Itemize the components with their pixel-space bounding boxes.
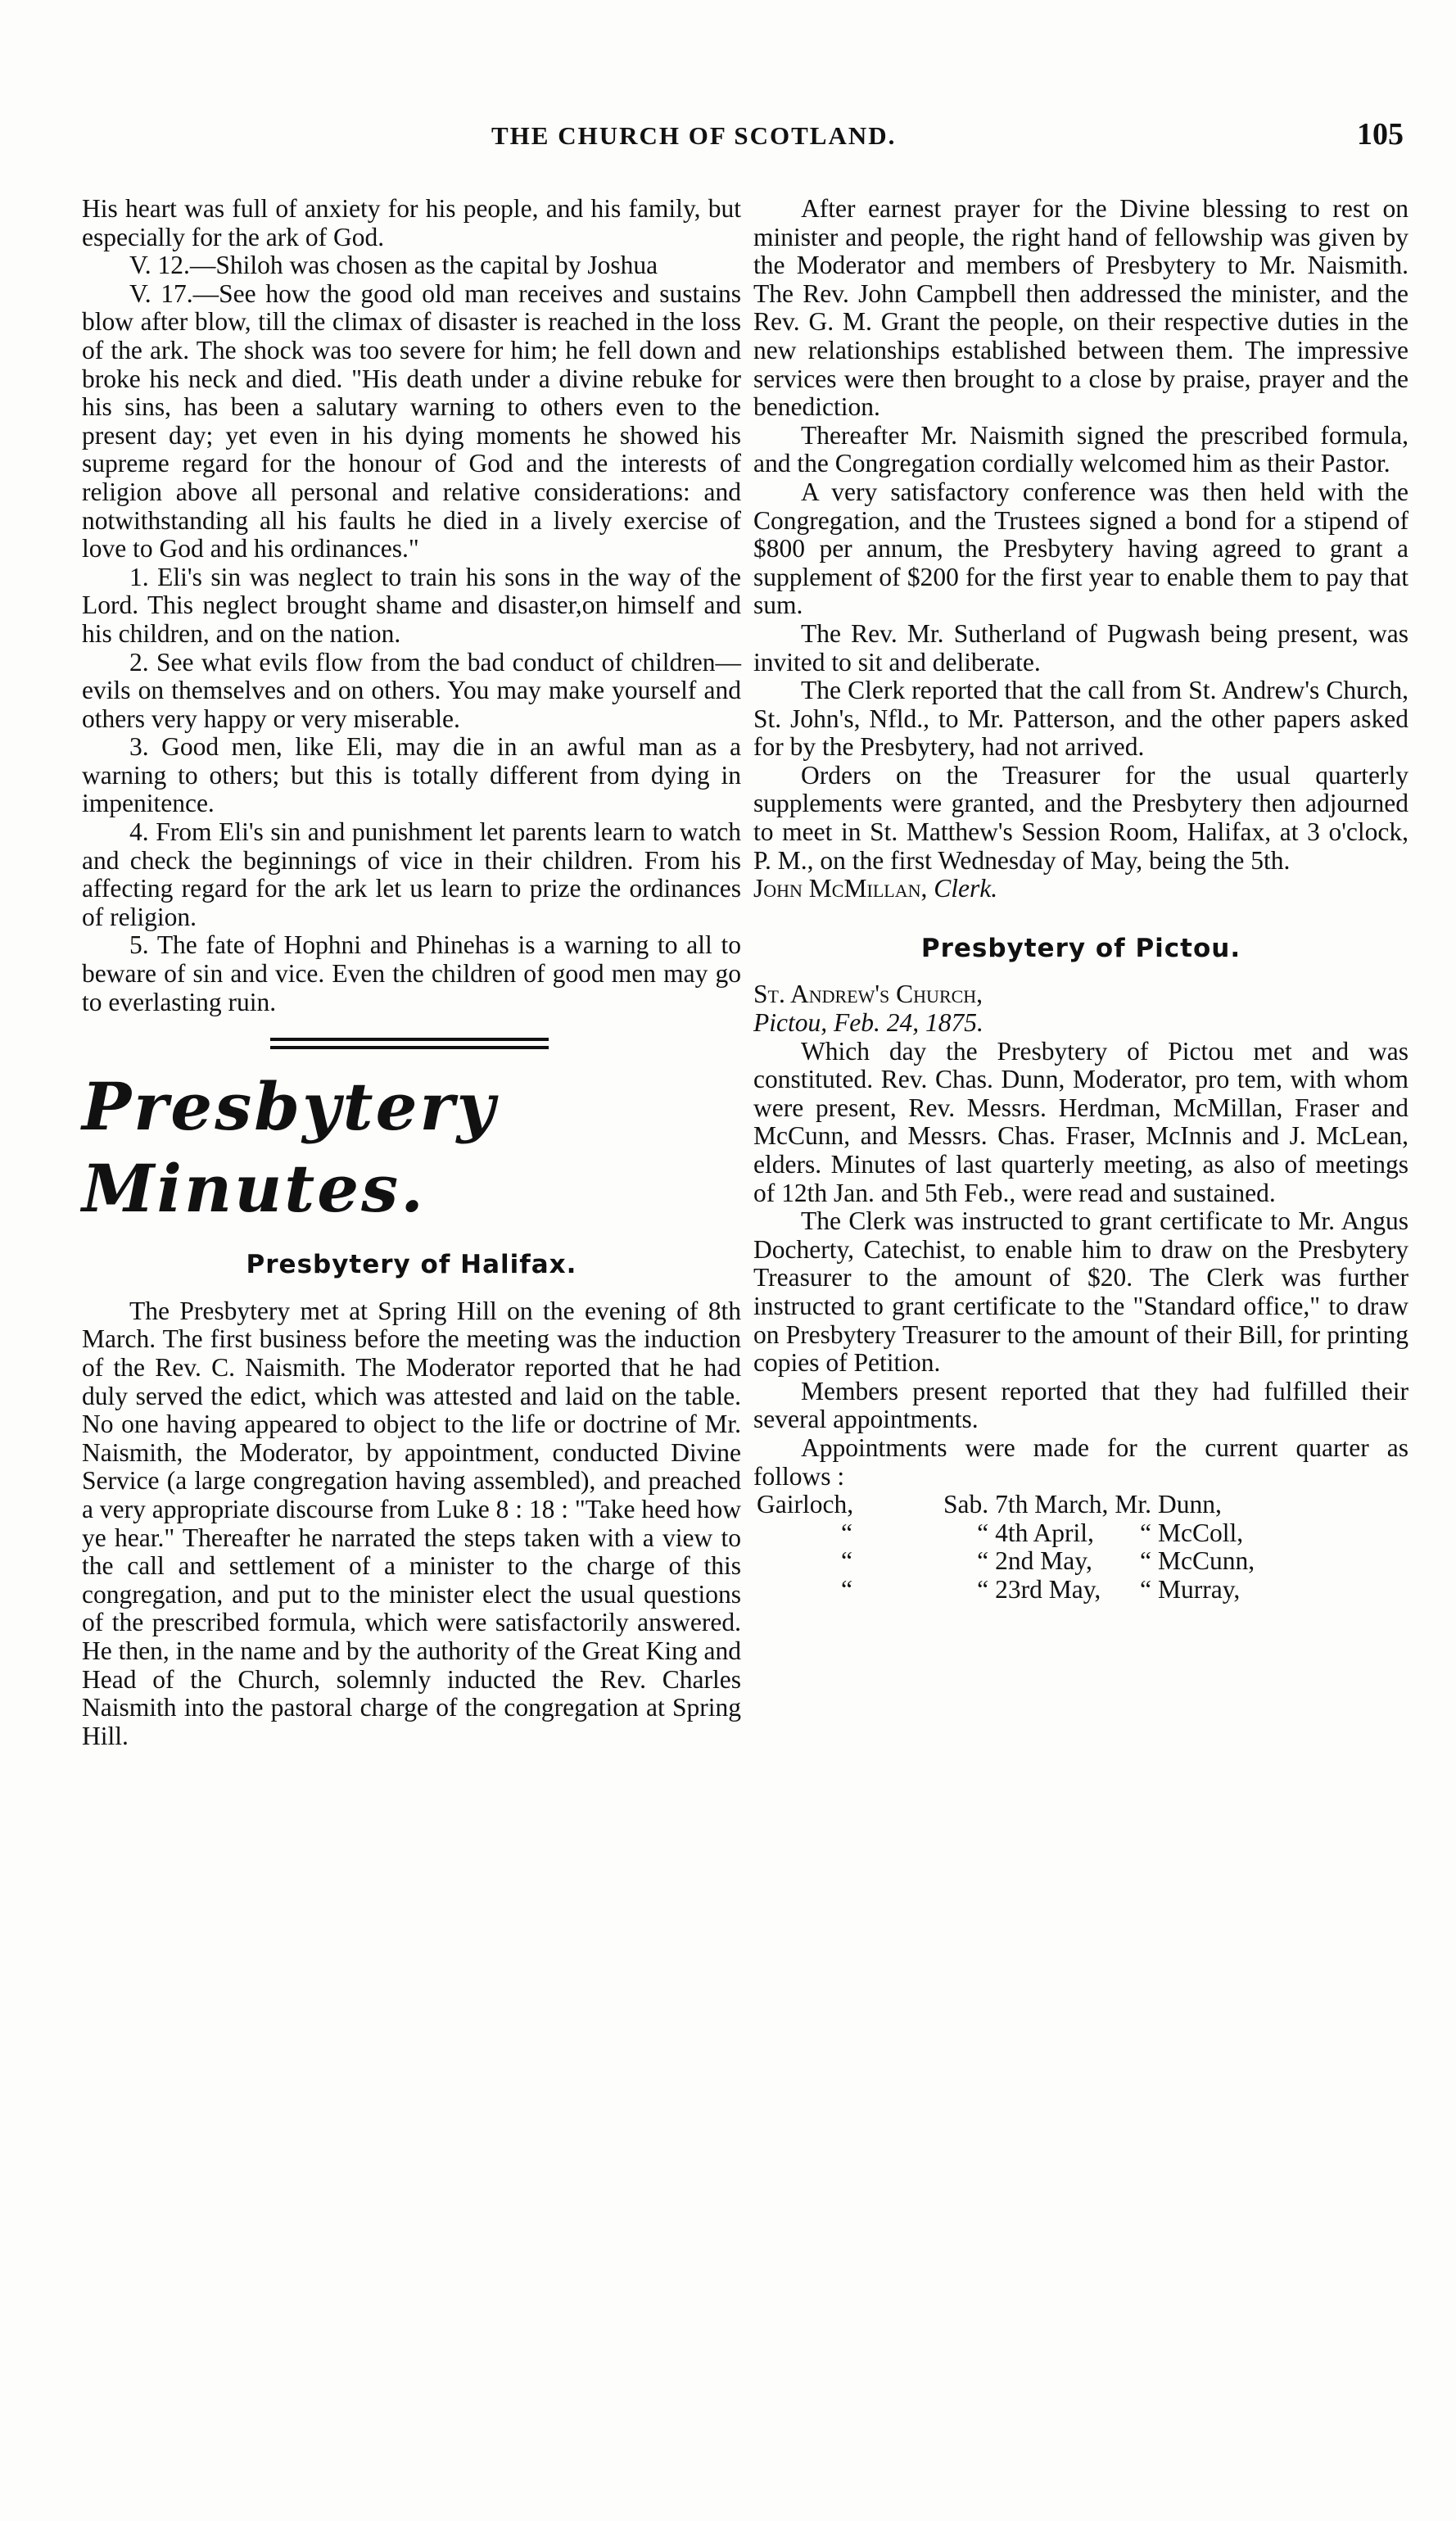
appt-place: Gairloch, xyxy=(757,1490,854,1519)
halifax-minutes-text: The Presbytery met at Spring Hill on the evening of 8th March. The first business before the meeting was the induction of the Rev. C. Naismith. The Moderator reported that he had duly served the edict, which was attested and laid on the table. No one having appeared to object to the life or doctrine of Mr. Naismith, the Moderator, by appointment, conducted Divine Service (a large congregation having assembled), and preached a very appropriate discourse from Luke 8 : 18 : "Take heed how ye hear." Thereafter he narrated the steps taken with a view to the call and settlement of a minister to the charge of this congregation, and put to the minister elect the usual questions of the prescribed formula, which were satisfactorily answered. He then, in the name and by the authority of the Great King and Head of the Church, solemnly inducted the Rev. Charles Naismith into the pastoral charge of the congregation at Spring Hill. xyxy=(82,1296,741,1750)
left-paragraph-6: 3. Good men, like Eli, may die in an awful man as a warning to others; but this is totally different from dying in impenitence. xyxy=(82,732,741,818)
table-row xyxy=(757,1491,1261,1519)
appt-mr: Mr. xyxy=(1115,1490,1151,1519)
left-column xyxy=(82,195,741,1750)
pictou-paragraph-1: Which day the Presbytery of Pictou met and was constituted. Rev. Chas. Dunn, Moderator, pro tem, with whom were present, Rev. Messrs. Herdman, McMillan, Fraser and McCunn, and Messrs. Chas. Fraser, McInnis and J. McLean, elders. Minutes of last quarterly meeting, as also of meetings of 12th Jan. and 5th Feb., were read and sustained. xyxy=(753,1036,1409,1207)
appt-name: Murray, xyxy=(1157,1574,1241,1604)
right-column xyxy=(753,195,1409,1604)
clerk-signature xyxy=(753,875,1409,903)
appt-name: Dunn, xyxy=(1157,1490,1222,1519)
dateline-place xyxy=(753,1009,1409,1038)
appt-date: 2nd May, xyxy=(995,1546,1092,1576)
dateline-church-text: St. Andrew's Church, xyxy=(753,980,983,1009)
appointments-table xyxy=(757,1491,1261,1604)
running-title: THE CHURCH OF SCOTLAND. xyxy=(491,121,897,150)
appt-place: “ xyxy=(841,1518,852,1547)
left-paragraph-8: 5. The fate of Hophni and Phinehas is a warning to all to beware of sin and vice. Even the children of good men may go to everlasting ruin. xyxy=(82,930,741,1016)
appt-sab: “ xyxy=(977,1546,989,1576)
section-title: Presbytery Minutes. xyxy=(82,1068,498,1228)
signature-role: Clerk. xyxy=(934,874,998,903)
appt-date: 23rd May, xyxy=(995,1574,1101,1604)
appt-mr: “ xyxy=(1140,1574,1151,1604)
right-paragraph-6: Orders on the Treasurer for the usual quarterly supplements were granted, and the Presbytery then adjourned to meet in St. Matthew's Session Room, Halifax, at 3 o'clock, P. M., on the first Wednesday of May, being the 5th. xyxy=(753,760,1409,875)
right-paragraph-5: The Clerk reported that the call from St. Andrew's Church, St. John's, Nfld., to Mr. Patterson, and the other papers asked for by the Presbytery, had not arrived. xyxy=(753,676,1409,762)
pictou-heading: Presbytery of Pictou. xyxy=(920,933,1241,963)
page-header xyxy=(82,113,1409,162)
table-row xyxy=(757,1576,1261,1604)
appt-mr: “ xyxy=(1140,1518,1151,1547)
left-paragraph-7: 4. From Eli's sin and punishment let parents learn to watch and check the beginnings of vice in their children. From his affecting regard for the ark let us learn to prize the ordinances of religion. xyxy=(82,817,741,931)
appt-mr: “ xyxy=(1140,1546,1151,1576)
appt-place: “ xyxy=(841,1574,852,1604)
appt-sab: Sab. xyxy=(943,1490,989,1519)
appt-date: 7th March, xyxy=(995,1490,1109,1519)
appt-date: 4th April, xyxy=(995,1518,1094,1547)
page-number: 105 xyxy=(1357,117,1404,152)
pictou-paragraph-3: Members present reported that they had fulfilled their several appointments. xyxy=(753,1376,1409,1434)
appt-sab: “ xyxy=(977,1518,989,1547)
pictou-paragraph-2: The Clerk was instructed to grant certificate to Mr. Angus Docherty, Catechist, to enable him to draw on the Presbytery Treasurer to the amount of $20. The Clerk was further instructed to grant certificate to the "Standard office," to draw on Presbytery Treasurer to the amount of their Bill, for printing copies of Petition. xyxy=(753,1206,1409,1378)
halifax-heading: Presbytery of Halifax. xyxy=(246,1250,577,1280)
right-paragraph-3: A very satisfactory conference was then held with the Congregation, and the Trustees signed a bond for a stipend of $800 per annum, the Presbytery having agreed to grant a supplement of $200 for the first year to enable them to pay that sum. xyxy=(753,477,1409,620)
right-paragraph-2: Thereafter Mr. Naismith signed the prescribed formula, and the Congregation cordially welcomed him as their Pastor. xyxy=(753,420,1409,478)
appt-name: McCunn, xyxy=(1157,1546,1255,1576)
divider-rule-bottom xyxy=(270,1046,549,1049)
appt-name: McColl, xyxy=(1157,1518,1244,1547)
divider-rule-top xyxy=(270,1038,549,1041)
appt-place: “ xyxy=(841,1546,852,1576)
dateline-place-text: Pictou, Feb. 24, 1875. xyxy=(753,1008,983,1038)
table-row xyxy=(757,1547,1261,1576)
signature-name: John McMillan, xyxy=(753,874,928,903)
appt-sab: “ xyxy=(977,1574,989,1604)
table-row xyxy=(757,1519,1261,1548)
pictou-paragraph-4: Appointments were made for the current quarter as follows : xyxy=(753,1432,1409,1491)
right-paragraph-4: The Rev. Mr. Sutherland of Pugwash being present, was invited to sit and deliberate. xyxy=(753,618,1409,677)
left-paragraph-4: 1. Eli's sin was neglect to train his sons in the way of the Lord. This neglect brought shame and disaster,on himself and his children, and on the nation. xyxy=(82,562,741,648)
left-paragraph-3: V. 17.—See how the good old man receives and sustains blow after blow, till the climax of disaster is reached in the loss of the ark. The shock was too severe for him; he fell down and broke his neck and died. "His death under a divine rebuke for his sins, has been a salutary warning to others even to the present day; yet even in his dying moments he showed his supreme regard for the honour of God and the interests of religion above all personal and relative considerations: and notwithstanding all his faults he died in a lively exercise of love to God and his ordinances." xyxy=(82,278,741,563)
left-paragraph-1: His heart was full of anxiety for his people, and his family, but especially for the ark of God. xyxy=(82,194,741,251)
section-divider xyxy=(82,1038,741,1049)
right-paragraph-1: After earnest prayer for the Divine blessing to rest on minister and people, the right hand of fellowship was given by the Moderator and members of Presbytery to Mr. Naismith. The Rev. John Campbell then addressed the minister, and the Rev. G. M. Grant the people, on their respective duties in the new relationships established between them. The impressive services were then brought to a close by praise, prayer and the benediction. xyxy=(753,194,1409,422)
left-paragraph-5: 2. See what evils flow from the bad conduct of children—evils on themselves and on others. You may make yourself and others very happy or very miserable. xyxy=(82,647,741,733)
left-paragraph-2: V. 12.—Shiloh was chosen as the capital by Joshua xyxy=(129,251,658,280)
dateline-church xyxy=(753,980,1409,1009)
